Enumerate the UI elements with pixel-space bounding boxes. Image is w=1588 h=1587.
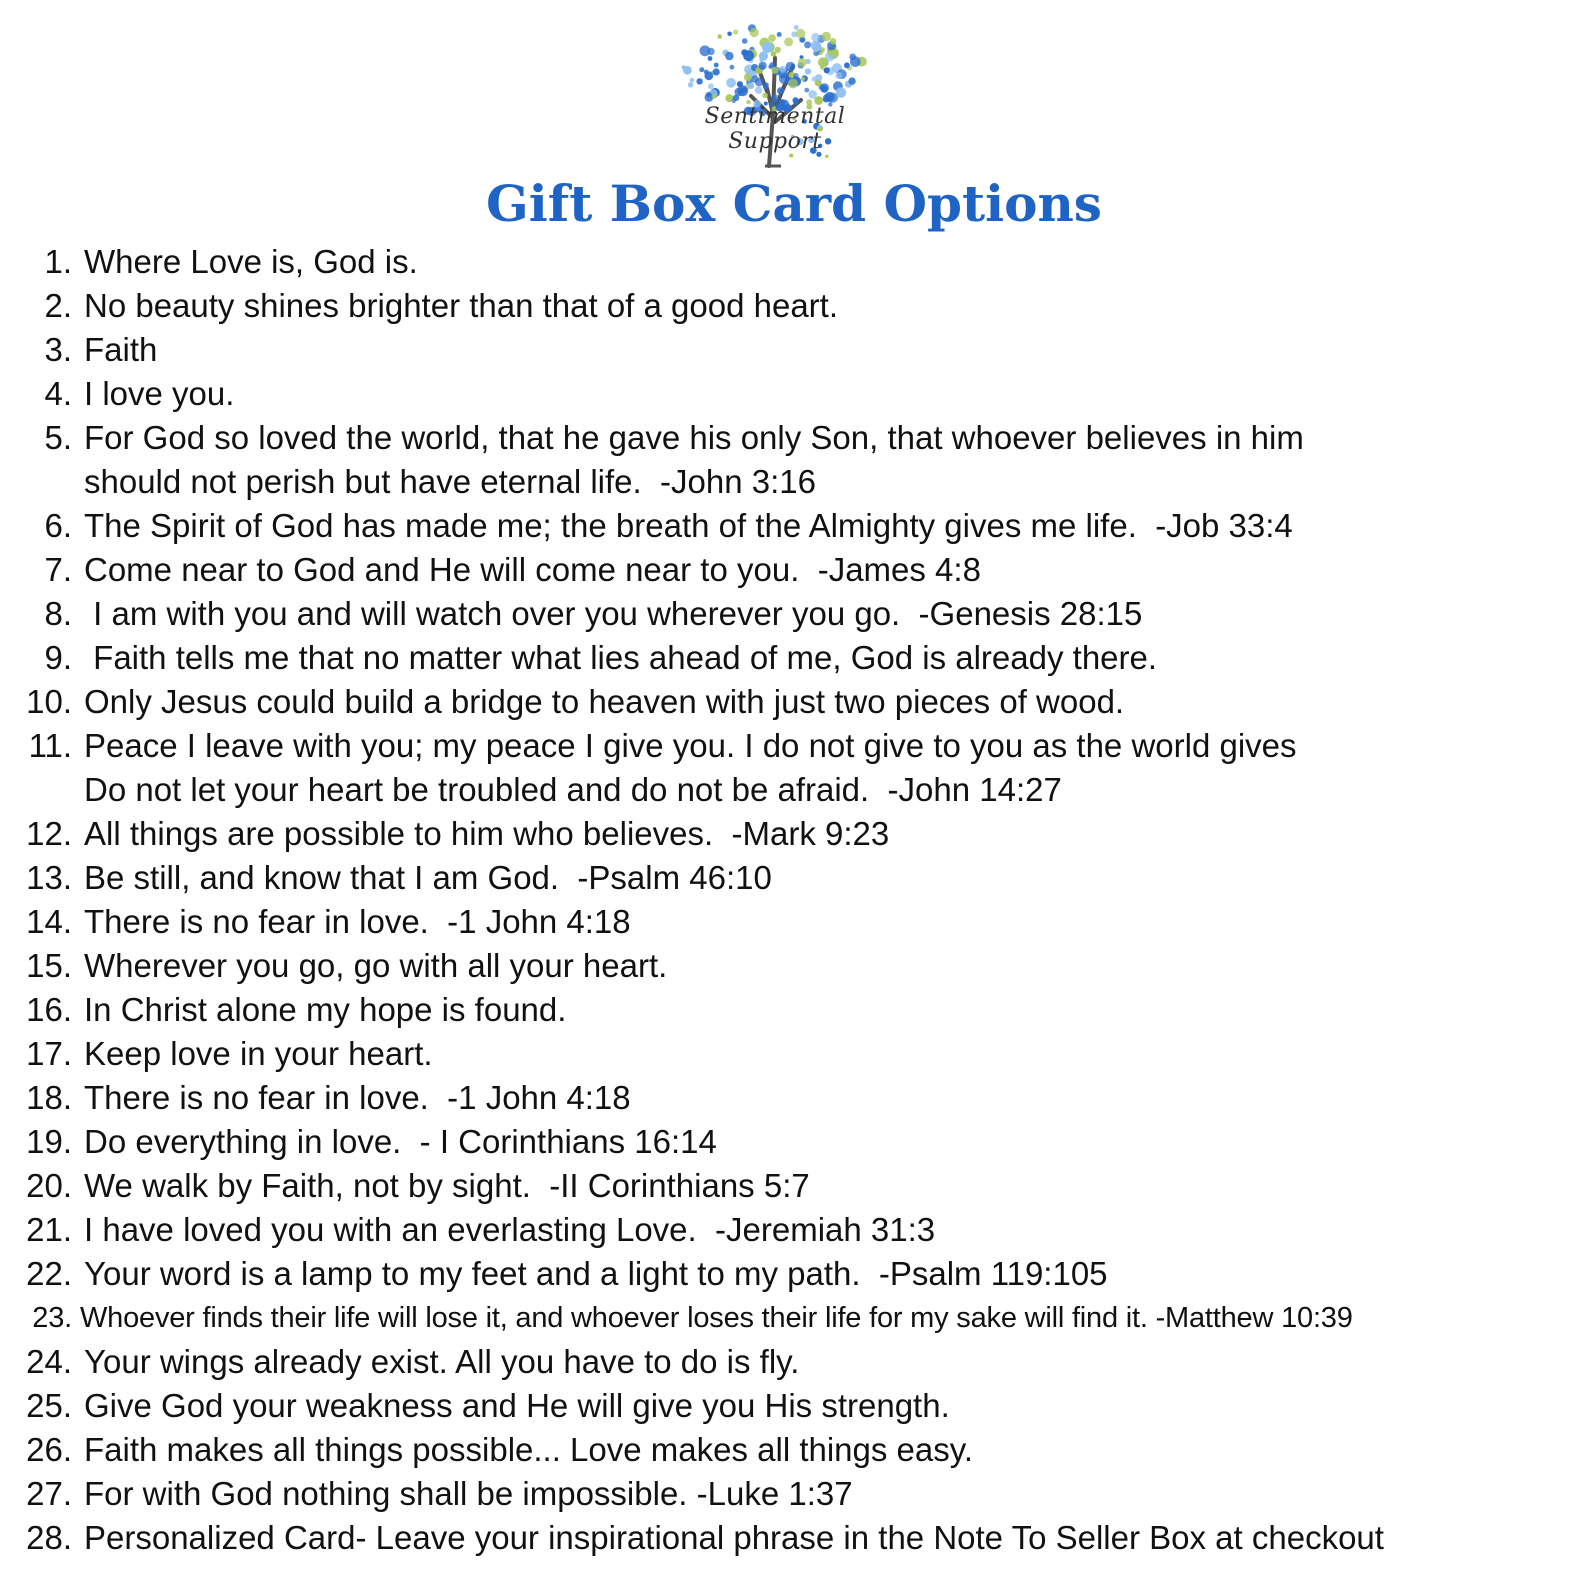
list-item	[0, 680, 1588, 724]
list-item	[0, 284, 1588, 328]
blossom-dot	[708, 56, 713, 61]
item-text: Personalized Card- Leave your inspirational phrase in the Note To Seller Box at checkout	[84, 1519, 1384, 1556]
item-text: I have loved you with an everlasting Love. -Jeremiah 31:3	[84, 1211, 936, 1248]
blossom-dot	[737, 81, 743, 87]
blossom-dot	[835, 72, 842, 79]
blossom-dot	[690, 78, 695, 83]
blossom-dot	[774, 98, 778, 102]
item-text: I am with you and will watch over you wherever you go. -Genesis 28:15	[84, 595, 1143, 632]
blossom-dot	[812, 42, 822, 52]
item-number: 26.	[26, 1431, 72, 1468]
blossom-dot	[771, 67, 778, 74]
blossom-dot	[820, 66, 824, 70]
item-number: 6.	[44, 507, 72, 544]
blossom-dot	[777, 32, 782, 37]
blossom-dot	[708, 83, 714, 89]
blossom-dot	[743, 50, 754, 61]
blossom-dot	[713, 68, 720, 75]
blossom-dot	[775, 47, 781, 53]
list-item-continuation	[0, 460, 1588, 504]
item-number: 14.	[26, 903, 72, 940]
blossom-dot	[755, 86, 763, 94]
blossom-dot	[696, 78, 702, 84]
blossom-dot	[801, 77, 805, 81]
list-item	[0, 372, 1588, 416]
item-text: Do everything in love. - I Corinthians 16:14	[84, 1123, 717, 1160]
item-text: In Christ alone my hope is found.	[84, 991, 567, 1028]
blossom-dot	[798, 58, 807, 67]
blossom-dot	[726, 78, 736, 88]
list-item-continuation	[0, 768, 1588, 812]
item-text: There is no fear in love. -1 John 4:18	[84, 1079, 631, 1116]
logo-text: Sentimental Support	[704, 104, 846, 154]
blossom-dot	[830, 38, 837, 45]
list-item	[0, 1428, 1588, 1472]
blossom-dot	[804, 41, 811, 48]
item-number: 10.	[26, 683, 72, 720]
list-item	[0, 1296, 1588, 1340]
list-item	[0, 636, 1588, 680]
blossom-dot	[824, 67, 830, 73]
item-number: 13.	[26, 859, 72, 896]
blossom-dot	[768, 65, 772, 69]
list-item	[0, 856, 1588, 900]
item-number: 9.	[44, 639, 72, 676]
blossom-dot	[755, 78, 764, 87]
item-number: 17.	[26, 1035, 72, 1072]
item-number: 20.	[26, 1167, 72, 1204]
blossom-dot	[768, 34, 776, 42]
item-text: There is no fear in love. -1 John 4:18	[84, 903, 631, 940]
list-item	[0, 1516, 1588, 1560]
item-number: 4.	[44, 375, 72, 412]
item-number: 27.	[26, 1475, 72, 1512]
item-text: Come near to God and He will come near to you. -James 4:8	[84, 551, 981, 588]
item-text: Only Jesus could build a bridge to heaven with just two pieces of wood.	[84, 683, 1125, 720]
blossom-dot	[763, 84, 768, 89]
list-item	[0, 592, 1588, 636]
item-number: 23.	[32, 1302, 72, 1334]
item-number: 12.	[26, 815, 72, 852]
item-text: Be still, and know that I am God. -Psalm 46:10	[84, 859, 772, 896]
item-number: 24.	[26, 1343, 72, 1380]
blossom-dot	[744, 73, 752, 81]
item-number: 15.	[26, 947, 72, 984]
list-item	[0, 416, 1588, 460]
blossom-dot	[788, 79, 798, 89]
item-text: Faith	[84, 331, 158, 368]
blossom-dot	[786, 62, 796, 72]
item-text: Keep love in your heart.	[84, 1035, 433, 1072]
petal-dot	[789, 154, 793, 158]
blossom-dot	[794, 25, 799, 30]
blossom-dot	[732, 99, 736, 103]
list-item	[0, 900, 1588, 944]
blossom-dot	[850, 56, 861, 67]
blossom-dot	[779, 66, 786, 73]
list-item	[0, 548, 1588, 592]
item-text: Whoever finds their life will lose it, and whoever loses their life for my sake will find it. -Matthew 10:39	[80, 1302, 1353, 1334]
item-text: For God so loved the world, that he gave his only Son, that whoever believes in him	[84, 419, 1304, 456]
list-item	[0, 1384, 1588, 1428]
item-text: Peace I leave with you; my peace I give you. I do not give to you as the world gives	[84, 727, 1297, 764]
list-item	[0, 1208, 1588, 1252]
item-number: 16.	[26, 991, 72, 1028]
item-text: Give God your weakness and He will give you His strength.	[84, 1387, 950, 1424]
blossom-dot	[836, 87, 846, 97]
blossom-dot	[777, 87, 784, 94]
list-item	[0, 724, 1588, 768]
page-title: Gift Box Card Options	[486, 174, 1102, 233]
blossom-dot	[812, 77, 817, 82]
item-text: No beauty shines brighter than that of a good heart.	[84, 287, 839, 324]
blossom-dot	[682, 65, 686, 69]
blossom-dot	[717, 34, 722, 39]
blossom-dot	[804, 88, 809, 93]
item-number: 21.	[26, 1211, 72, 1248]
item-number: 19.	[26, 1123, 72, 1160]
blossom-dot	[742, 38, 748, 44]
brand-logo	[655, 18, 895, 168]
blossom-dot	[759, 62, 767, 70]
item-number: 7.	[44, 551, 72, 588]
blossom-dot	[714, 63, 719, 68]
list-item	[0, 1472, 1588, 1516]
item-text: should not perish but have eternal life. -John 3:16	[84, 463, 816, 500]
blossom-dot	[762, 42, 773, 53]
blossom-dot	[844, 62, 850, 68]
blossom-dot	[699, 67, 704, 72]
blossom-dot	[727, 32, 732, 37]
list-item	[0, 504, 1588, 548]
item-text: For with God nothing shall be impossible. -Luke 1:37	[84, 1475, 853, 1512]
blossom-dot	[821, 32, 831, 42]
blossom-dot	[823, 96, 829, 102]
item-text: I love you.	[84, 375, 235, 412]
petal-dot	[825, 155, 828, 158]
list-item	[0, 328, 1588, 372]
card-options-list	[0, 240, 1588, 1560]
item-number: 2.	[44, 287, 72, 324]
blossom-dot	[700, 45, 711, 56]
item-text: Wherever you go, go with all your heart.	[84, 947, 668, 984]
blossom-dot	[796, 29, 806, 39]
item-number: 18.	[26, 1079, 72, 1116]
item-number: 22.	[26, 1255, 72, 1292]
item-text: We walk by Faith, not by sight. -II Corinthians 5:7	[84, 1167, 810, 1204]
item-text: Do not let your heart be troubled and do not be afraid. -John 14:27	[84, 771, 1062, 808]
list-item	[0, 1252, 1588, 1296]
blossom-dot	[730, 65, 735, 70]
item-number: 11.	[28, 727, 72, 764]
list-item	[0, 240, 1588, 284]
item-number: 1.	[44, 243, 72, 280]
blossom-dot	[750, 28, 759, 37]
blossom-dot	[725, 52, 733, 60]
item-text: Your wings already exist. All you have to do is fly.	[84, 1343, 800, 1380]
blossom-dot	[704, 71, 713, 80]
blossom-dot	[811, 33, 820, 42]
blossom-dot	[712, 94, 717, 99]
list-item	[0, 1120, 1588, 1164]
blossom-dot	[784, 37, 793, 46]
list-item	[0, 988, 1588, 1032]
item-number: 25.	[26, 1387, 72, 1424]
item-number: 3.	[44, 331, 72, 368]
blossom-dot	[733, 29, 738, 34]
blossom-dot	[759, 58, 763, 62]
list-item	[0, 1340, 1588, 1384]
blossom-dot	[820, 83, 829, 92]
item-number: 8.	[44, 595, 72, 632]
item-text: Faith makes all things possible... Love makes all things easy.	[84, 1431, 973, 1468]
item-text: Where Love is, God is.	[84, 243, 418, 280]
list-item	[0, 944, 1588, 988]
blossom-dot	[848, 77, 855, 84]
blossom-dot	[805, 68, 811, 74]
blossom-dot	[748, 83, 754, 89]
item-text: The Spirit of God has made me; the breath of the Almighty gives me life. -Job 33:4	[84, 507, 1293, 544]
list-item	[0, 812, 1588, 856]
list-item	[0, 1076, 1588, 1120]
list-item	[0, 1164, 1588, 1208]
item-text: All things are possible to him who believes. -Mark 9:23	[84, 815, 890, 852]
blossom-dot	[688, 82, 693, 87]
blossom-dot	[762, 93, 768, 99]
item-text: Faith tells me that no matter what lies ahead of me, God is already there.	[84, 639, 1158, 676]
item-number: 28.	[26, 1519, 72, 1556]
item-number: 5.	[44, 419, 72, 456]
blossom-dot	[808, 90, 817, 99]
item-text: Your word is a lamp to my feet and a light to my path. -Psalm 119:105	[84, 1255, 1108, 1292]
list-item	[0, 1032, 1588, 1076]
